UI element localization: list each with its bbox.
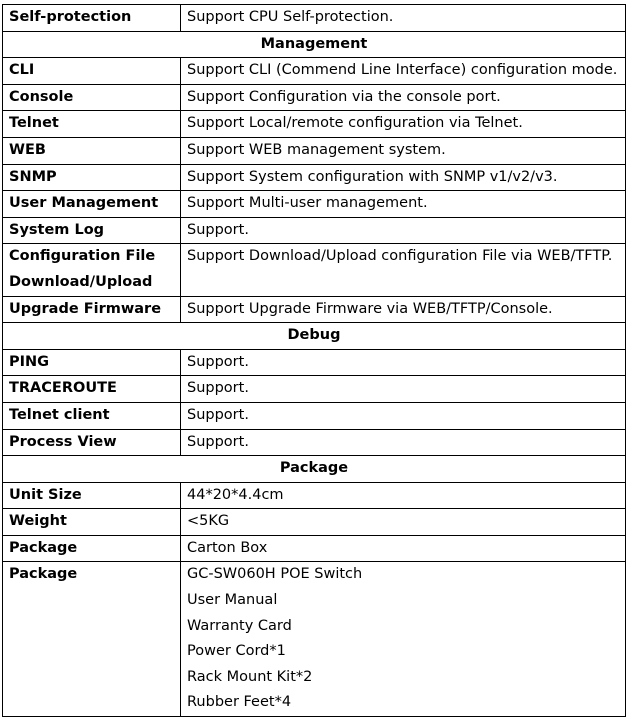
row-label-line: Download/Upload (9, 273, 153, 290)
section-header-debug (3, 323, 626, 350)
row-label: WEB (3, 137, 181, 164)
section-header-package (3, 456, 626, 483)
row-value: Support Configuration via the console port. (181, 84, 626, 111)
row-value: Support Download/Upload configuration File via WEB/TFTP. (181, 244, 626, 296)
row-value: Support. (181, 402, 626, 429)
row-label-line: Configuration File (9, 248, 156, 265)
row-value: Support Upgrade Firmware via WEB/TFTP/Console. (181, 296, 626, 323)
list-item: Power Cord*1 (187, 643, 286, 660)
table-row (3, 5, 626, 32)
row-label: User Management (3, 191, 181, 218)
table-row (3, 349, 626, 376)
section-header-management (3, 31, 626, 58)
table-row (3, 535, 626, 562)
table-row-package-contents (3, 562, 626, 717)
row-label: Upgrade Firmware (3, 296, 181, 323)
row-label: CLI (3, 58, 181, 85)
row-label: SNMP (3, 164, 181, 191)
row-label: Telnet client (3, 402, 181, 429)
table-row (3, 296, 626, 323)
table-row (3, 137, 626, 164)
table-row (3, 191, 626, 218)
list-item: User Manual (187, 592, 278, 609)
row-label: Package (3, 562, 181, 717)
row-value: Support CLI (Commend Line Interface) configuration mode. (181, 58, 626, 85)
package-contents-list (181, 562, 626, 717)
row-label: Telnet (3, 111, 181, 138)
table-row (3, 84, 626, 111)
list-item: GC-SW060H POE Switch (187, 566, 363, 583)
row-value: Support. (181, 376, 626, 403)
specification-table (2, 4, 626, 717)
list-item: Rack Mount Kit*2 (187, 668, 313, 685)
row-label: TRACEROUTE (3, 376, 181, 403)
row-label (3, 244, 181, 296)
row-label: Unit Size (3, 482, 181, 509)
section-title: Management (3, 31, 626, 58)
row-label: Process View (3, 429, 181, 456)
table-row (3, 111, 626, 138)
table-row (3, 509, 626, 536)
row-value: Support Local/remote configuration via Telnet. (181, 111, 626, 138)
row-value: Carton Box (181, 535, 626, 562)
row-value: Support Multi-user management. (181, 191, 626, 218)
row-label: System Log (3, 217, 181, 244)
table-row (3, 217, 626, 244)
list-item: Warranty Card (187, 617, 292, 634)
row-value: Support WEB management system. (181, 137, 626, 164)
table-row (3, 482, 626, 509)
table-row (3, 58, 626, 85)
row-value: <5KG (181, 509, 626, 536)
table-row (3, 376, 626, 403)
list-item: Rubber Feet*4 (187, 694, 292, 711)
table-row (3, 244, 626, 296)
row-label: Self-protection (3, 5, 181, 32)
row-label: PING (3, 349, 181, 376)
row-value: 44*20*4.4cm (181, 482, 626, 509)
table-row (3, 402, 626, 429)
row-value: Support. (181, 429, 626, 456)
row-label: Weight (3, 509, 181, 536)
section-title: Package (3, 456, 626, 483)
row-value: Support CPU Self-protection. (181, 5, 626, 32)
table-row (3, 164, 626, 191)
section-title: Debug (3, 323, 626, 350)
row-label: Console (3, 84, 181, 111)
row-value: Support System configuration with SNMP v1/v2/v3. (181, 164, 626, 191)
table-row (3, 429, 626, 456)
row-value: Support. (181, 349, 626, 376)
row-value: Support. (181, 217, 626, 244)
row-label: Package (3, 535, 181, 562)
